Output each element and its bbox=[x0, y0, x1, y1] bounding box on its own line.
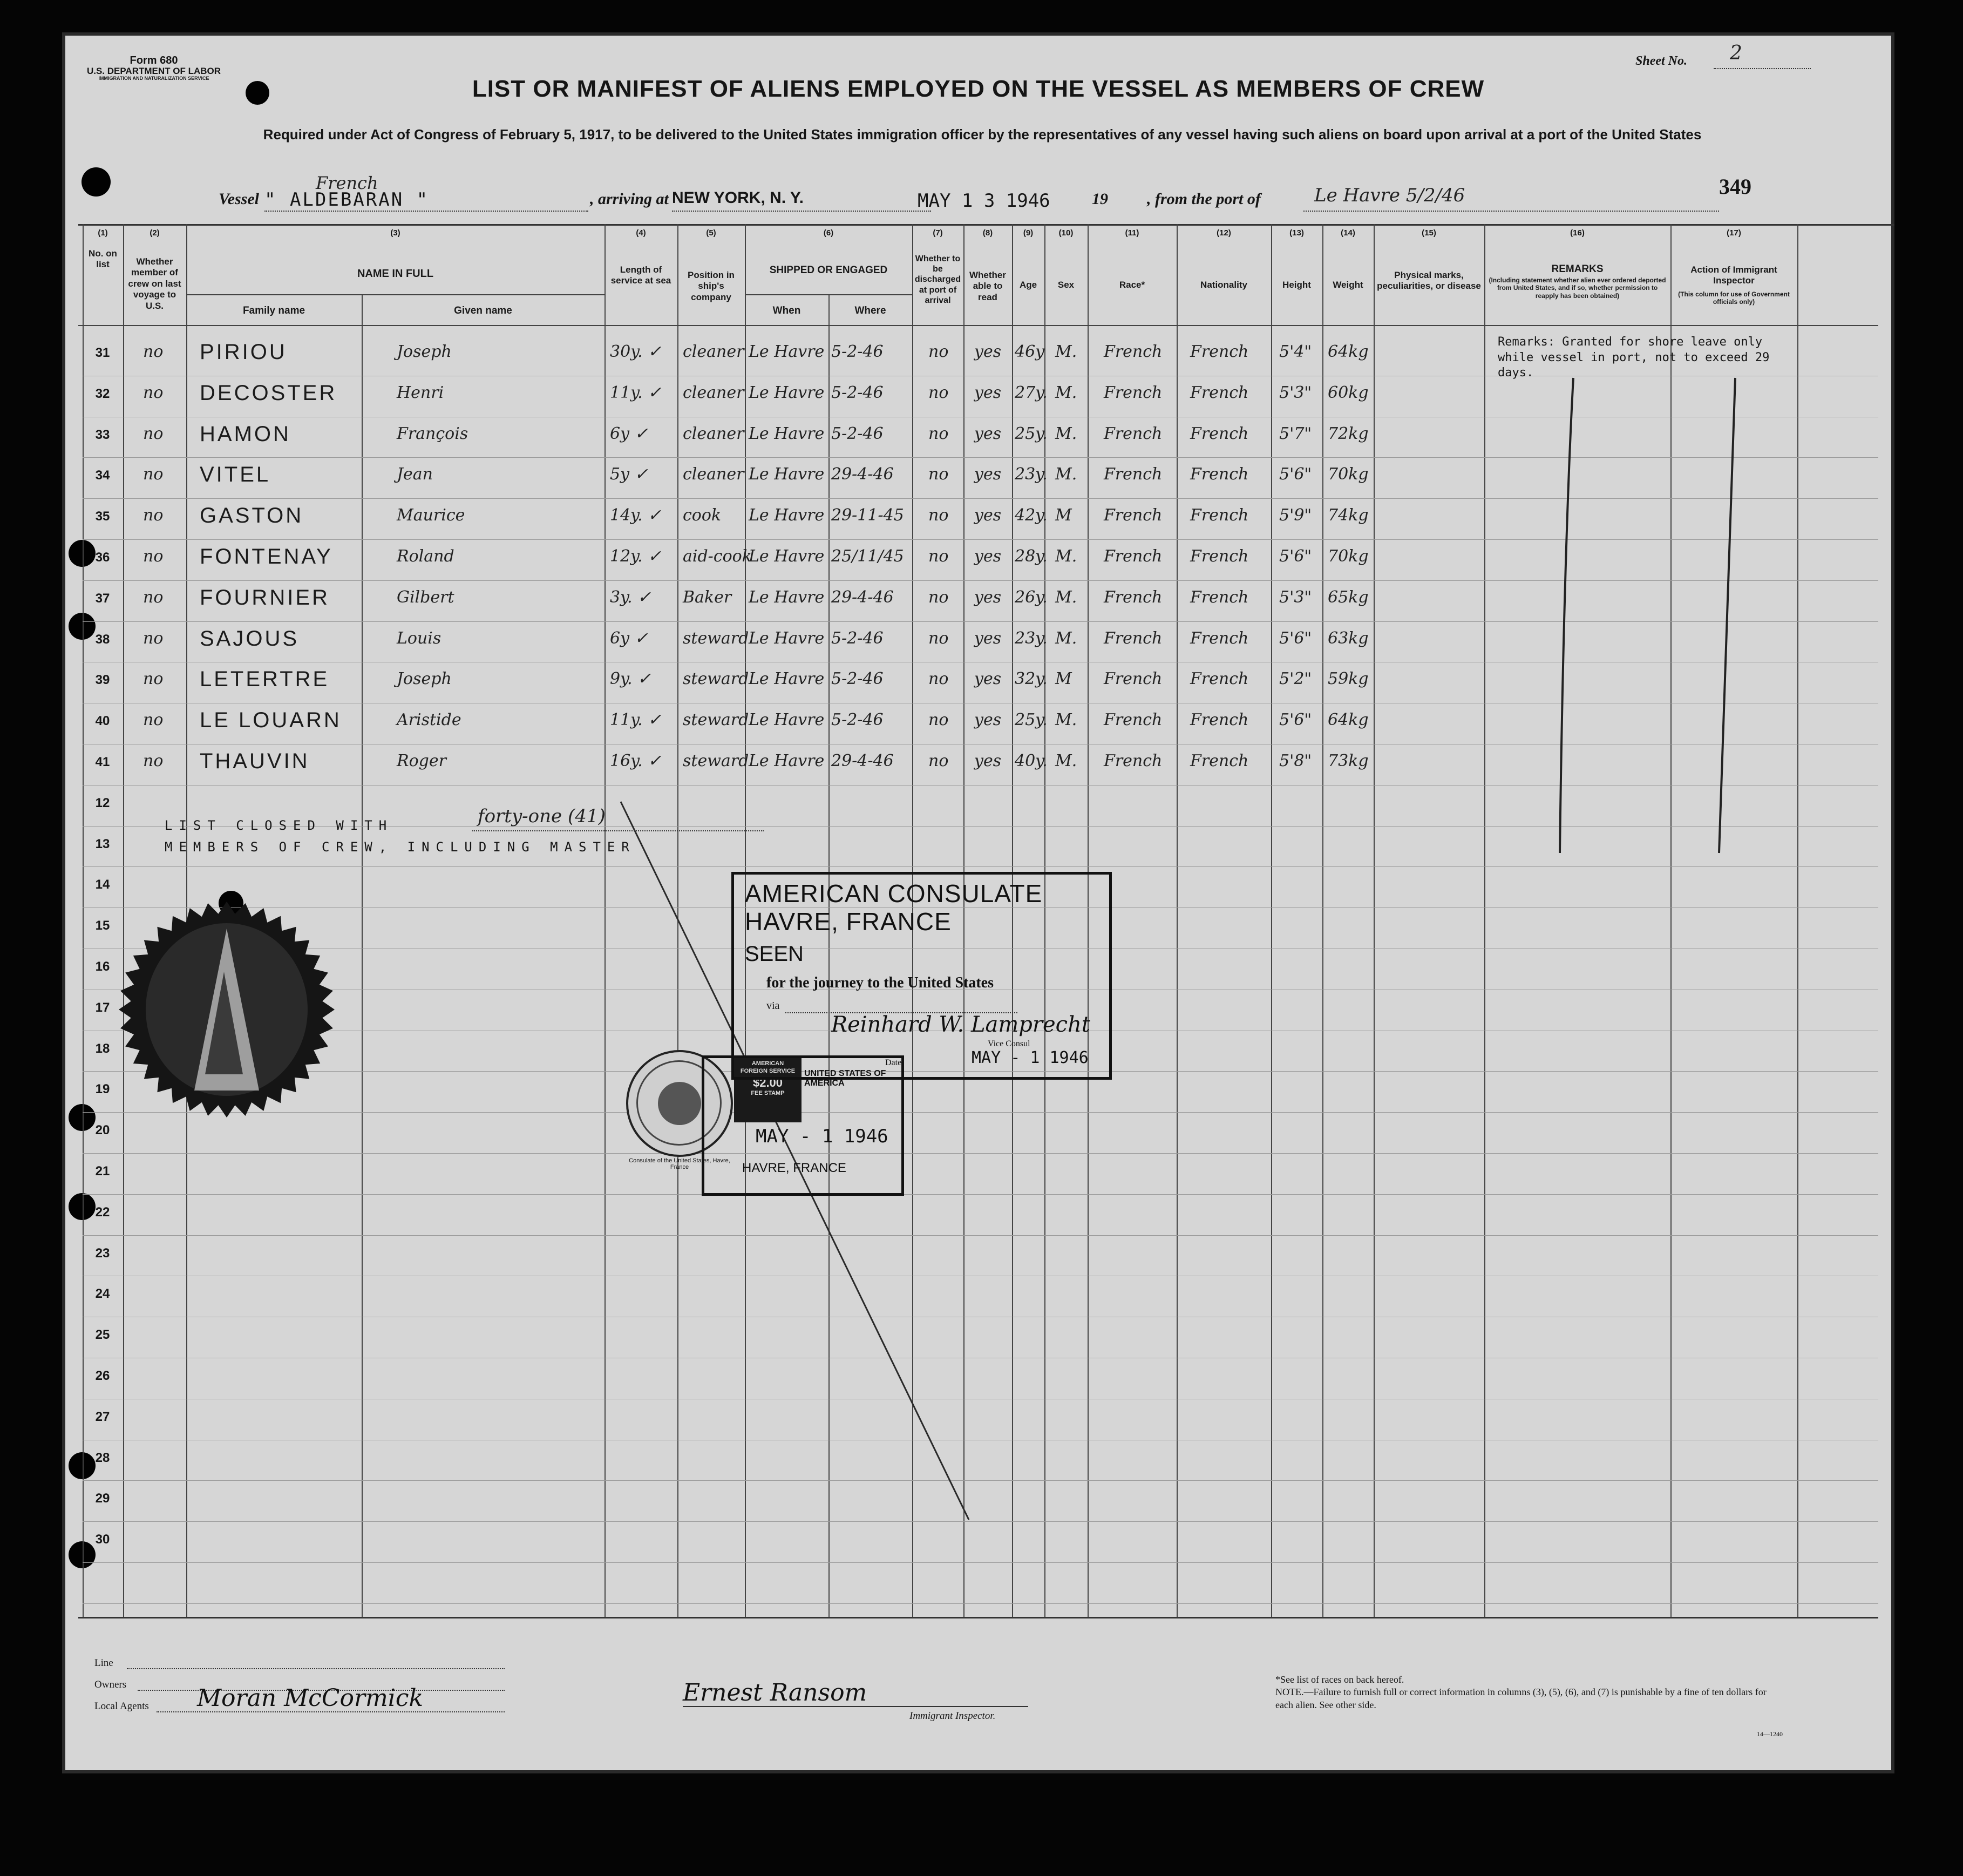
weight-cell: 65kg bbox=[1328, 587, 1369, 607]
race-cell: French bbox=[1104, 547, 1163, 566]
column-number: (16) bbox=[1570, 228, 1585, 238]
shipped-place-cell: Le Havre bbox=[749, 710, 825, 730]
read-cell: yes bbox=[974, 424, 1002, 443]
column-number: (8) bbox=[982, 228, 993, 238]
form-code: 14—1240 bbox=[1757, 1730, 1783, 1738]
nationality-cell: French bbox=[1190, 383, 1249, 402]
service-length-cell: 12y. ✓ bbox=[610, 547, 662, 566]
given-name-cell: Joseph bbox=[397, 669, 452, 689]
family-name-cell: THAUVIN bbox=[200, 749, 310, 773]
empty-row-number: 15 bbox=[95, 918, 110, 933]
sex-cell: M bbox=[1055, 669, 1072, 689]
race-cell: French bbox=[1104, 751, 1163, 770]
shipped-date-cell: 5-2-46 bbox=[831, 710, 884, 730]
sheet-number: 2 bbox=[1730, 42, 1742, 64]
header-able-to-read: Whether able to read bbox=[969, 270, 1006, 302]
given-name-cell: Aristide bbox=[397, 710, 461, 730]
page-number: 349 bbox=[1719, 174, 1751, 199]
shipped-place-cell: Le Havre bbox=[749, 383, 825, 402]
row-number: 38 bbox=[95, 632, 110, 647]
shipped-place-cell: Le Havre bbox=[749, 669, 825, 689]
consulate-role: Vice Consul bbox=[988, 1039, 1030, 1048]
consulate-line2: HAVRE, FRANCE bbox=[745, 907, 952, 936]
column-number: (2) bbox=[150, 228, 160, 238]
prior-voyage-cell: no bbox=[143, 628, 164, 648]
empty-row-number: 30 bbox=[95, 1532, 110, 1547]
age-cell: 42y. bbox=[1015, 506, 1048, 525]
fee-stamp-text3: FEE STAMP bbox=[751, 1090, 785, 1096]
position-cell: Baker bbox=[683, 587, 732, 607]
header-prior-voyage: Whether member of crew on last voyage to U.S. bbox=[128, 256, 181, 311]
header-name-in-full: NAME IN FULL bbox=[357, 268, 434, 280]
family-name-cell: FONTENAY bbox=[200, 545, 333, 568]
service-length-cell: 3y. ✓ bbox=[610, 587, 651, 607]
sex-cell: M. bbox=[1055, 383, 1077, 402]
sex-cell: M. bbox=[1055, 628, 1077, 648]
discharged-cell: no bbox=[928, 342, 949, 361]
height-cell: 5'2" bbox=[1279, 669, 1312, 689]
header-remarks-sub: (Including statement whether alien ever ordered deported from United States, and if so, whether permission to reapply has been obtained) bbox=[1489, 276, 1666, 300]
read-cell: yes bbox=[974, 628, 1002, 648]
header-sex: Sex bbox=[1057, 280, 1075, 290]
consulate-date: MAY - 1 1946 bbox=[972, 1048, 1089, 1067]
read-cell: yes bbox=[974, 465, 1002, 484]
read-cell: yes bbox=[974, 547, 1002, 566]
column-number: (12) bbox=[1217, 228, 1231, 238]
given-name-cell: Joseph bbox=[397, 342, 452, 361]
header-height: Height bbox=[1282, 280, 1311, 290]
column-number: (4) bbox=[636, 228, 646, 238]
row-number: 35 bbox=[95, 509, 110, 524]
column-number: (13) bbox=[1289, 228, 1304, 238]
service-length-cell: 6y ✓ bbox=[610, 628, 648, 648]
inspector-label: Immigrant Inspector. bbox=[909, 1710, 996, 1722]
shipped-date-cell: 29-4-46 bbox=[831, 751, 894, 770]
shipped-date-cell: 25/11/45 bbox=[831, 547, 904, 566]
read-cell: yes bbox=[974, 342, 1002, 361]
shipped-place-cell: Le Havre bbox=[749, 628, 825, 648]
footer-line-label: Line bbox=[94, 1657, 113, 1669]
fee-stamp-text2: FOREIGN SERVICE bbox=[740, 1067, 796, 1074]
service-length-cell: 6y ✓ bbox=[610, 424, 648, 443]
race-cell: French bbox=[1104, 383, 1163, 402]
eagle-icon bbox=[658, 1082, 701, 1125]
consulate-via: via bbox=[766, 1000, 780, 1012]
age-cell: 40y. bbox=[1015, 751, 1048, 770]
age-cell: 27y. bbox=[1015, 383, 1048, 402]
weight-cell: 59kg bbox=[1328, 669, 1369, 689]
header-age: Age bbox=[1019, 280, 1037, 290]
shipped-place-cell: Le Havre bbox=[749, 547, 825, 566]
empty-row-number: 18 bbox=[95, 1041, 110, 1056]
sex-cell: M. bbox=[1055, 587, 1077, 607]
year-label: 19 bbox=[1092, 190, 1108, 208]
prior-voyage-cell: no bbox=[143, 669, 164, 689]
row-number: 37 bbox=[95, 591, 110, 606]
note-races: *See list of races on back hereof. bbox=[1275, 1674, 1404, 1685]
nationality-cell: French bbox=[1190, 751, 1249, 770]
read-cell: yes bbox=[974, 383, 1002, 402]
position-cell: cleaner bbox=[683, 342, 744, 361]
column-number: (10) bbox=[1058, 228, 1074, 238]
read-cell: yes bbox=[974, 751, 1002, 770]
sex-cell: M. bbox=[1055, 751, 1077, 770]
row-number: 36 bbox=[95, 550, 110, 565]
family-name-cell: LETERTRE bbox=[200, 667, 330, 692]
discharged-cell: no bbox=[928, 669, 949, 689]
age-cell: 46y bbox=[1015, 342, 1045, 361]
consulate-date-label: Date bbox=[885, 1058, 902, 1067]
shipped-date-cell: 5-2-46 bbox=[831, 669, 884, 689]
height-cell: 5'6" bbox=[1279, 710, 1312, 730]
weight-cell: 74kg bbox=[1328, 506, 1369, 525]
prior-voyage-cell: no bbox=[143, 424, 164, 443]
discharged-cell: no bbox=[928, 547, 949, 566]
empty-row-number: 26 bbox=[95, 1369, 110, 1383]
service-length-cell: 9y. ✓ bbox=[610, 669, 651, 689]
vessel-label: Vessel bbox=[219, 190, 259, 208]
position-cell: aid-cook bbox=[683, 547, 752, 566]
header-position: Position in ship's company bbox=[688, 270, 735, 302]
position-cell: steward bbox=[683, 710, 749, 730]
shipped-place-cell: Le Havre bbox=[749, 424, 825, 443]
manifest-sheet bbox=[62, 32, 1894, 1773]
family-name-cell: LE LOUARN bbox=[200, 708, 342, 733]
position-cell: steward bbox=[683, 751, 749, 770]
service-length-cell: 11y. ✓ bbox=[610, 383, 662, 402]
race-cell: French bbox=[1104, 587, 1163, 607]
nationality-cell: French bbox=[1190, 465, 1249, 484]
fee-stamp-country: UNITED STATES OF AMERICA bbox=[804, 1069, 886, 1088]
column-number: (11) bbox=[1125, 228, 1139, 238]
prior-voyage-cell: no bbox=[143, 465, 164, 484]
age-cell: 26y. bbox=[1015, 587, 1048, 607]
height-cell: 5'3" bbox=[1279, 383, 1312, 402]
empty-row-number: 16 bbox=[95, 959, 110, 974]
empty-row-number: 23 bbox=[95, 1245, 110, 1261]
height-cell: 5'4" bbox=[1279, 342, 1312, 361]
prior-voyage-cell: no bbox=[143, 547, 164, 566]
footer-owners-label: Owners bbox=[94, 1679, 127, 1690]
age-cell: 25y. bbox=[1015, 710, 1048, 730]
age-cell: 28y. bbox=[1015, 547, 1048, 566]
given-name-cell: Henri bbox=[397, 383, 444, 402]
nationality-cell: French bbox=[1190, 669, 1249, 689]
position-cell: cleaner bbox=[683, 383, 744, 402]
empty-row-number: 12 bbox=[95, 795, 110, 810]
discharged-cell: no bbox=[928, 587, 949, 607]
shipped-place-cell: Le Havre bbox=[749, 587, 825, 607]
column-number: (3) bbox=[390, 228, 400, 238]
row-number: 32 bbox=[95, 386, 110, 401]
column-number: (5) bbox=[706, 228, 716, 238]
seal-icon bbox=[113, 896, 340, 1123]
row-number: 31 bbox=[95, 346, 110, 360]
age-cell: 32y. bbox=[1015, 669, 1048, 689]
header-length-service: Length of service at sea bbox=[610, 265, 671, 286]
height-cell: 5'6" bbox=[1279, 465, 1312, 484]
closing-line-1: LIST CLOSED WITH bbox=[165, 818, 393, 833]
race-cell: French bbox=[1104, 628, 1163, 648]
column-number: (17) bbox=[1727, 228, 1741, 238]
given-name-cell: Louis bbox=[397, 628, 441, 648]
consulate-stamp bbox=[731, 872, 1112, 1080]
read-cell: yes bbox=[974, 587, 1002, 607]
closing-count: forty-one (41) bbox=[478, 805, 606, 827]
nationality-cell: French bbox=[1190, 506, 1249, 525]
fee-stamp-value: $2.00 bbox=[752, 1075, 783, 1089]
prior-voyage-cell: no bbox=[143, 383, 164, 402]
page-subtitle: Required under Act of Congress of February 5, 1917, to be delivered to the United States immigration officer by the representatives of any vessel having such aliens on board upon arrival at a port of the United States bbox=[263, 126, 1702, 143]
discharged-cell: no bbox=[928, 424, 949, 443]
shipped-place-cell: Le Havre bbox=[749, 342, 825, 361]
column-number: (7) bbox=[933, 228, 943, 238]
empty-row-number: 27 bbox=[95, 1409, 110, 1424]
shipped-place-cell: Le Havre bbox=[749, 465, 825, 484]
service-length-cell: 11y. ✓ bbox=[610, 710, 662, 730]
sex-cell: M bbox=[1055, 506, 1072, 525]
row-number: 40 bbox=[95, 714, 110, 729]
shipped-date-cell: 29-11-45 bbox=[831, 506, 904, 525]
form-number: Form 680 bbox=[130, 55, 178, 66]
fee-stamp-place: HAVRE, FRANCE bbox=[742, 1161, 846, 1175]
header-nationality: Nationality bbox=[1200, 280, 1247, 290]
race-cell: French bbox=[1104, 506, 1163, 525]
nationality-cell: French bbox=[1190, 628, 1249, 648]
agents-signature: Moran McCormick bbox=[197, 1684, 424, 1712]
shipped-place-cell: Le Havre bbox=[749, 506, 825, 525]
vessel-flag: French bbox=[316, 173, 378, 193]
age-cell: 23y. bbox=[1015, 465, 1048, 484]
fee-stamp-text1: AMERICAN bbox=[751, 1060, 784, 1067]
weight-cell: 60kg bbox=[1328, 383, 1369, 402]
position-cell: cook bbox=[683, 506, 722, 525]
empty-row-number: 19 bbox=[95, 1082, 110, 1097]
sheet-label: Sheet No. bbox=[1635, 54, 1687, 68]
height-cell: 5'9" bbox=[1279, 506, 1312, 525]
prior-voyage-cell: no bbox=[143, 342, 164, 361]
shipped-place-cell: Le Havre bbox=[749, 751, 825, 770]
consulate-signature: Reinhard W. Lamprecht bbox=[831, 1012, 1090, 1037]
shipped-date-cell: 5-2-46 bbox=[831, 628, 884, 648]
race-cell: French bbox=[1104, 424, 1163, 443]
empty-row-number: 22 bbox=[95, 1204, 110, 1220]
consulate-line1: AMERICAN CONSULATE bbox=[745, 879, 1043, 907]
height-cell: 5'6" bbox=[1279, 628, 1312, 648]
weight-cell: 63kg bbox=[1328, 628, 1369, 648]
race-cell: French bbox=[1104, 465, 1163, 484]
row-number: 41 bbox=[95, 755, 110, 769]
column-number: (9) bbox=[1023, 228, 1034, 238]
consulate-journey: for the journey to the United States bbox=[766, 974, 994, 991]
empty-row-number: 25 bbox=[95, 1328, 110, 1343]
height-cell: 5'7" bbox=[1279, 424, 1312, 443]
page-title: LIST OR MANIFEST OF ALIENS EMPLOYED ON THE VESSEL AS MEMBERS OF CREW bbox=[472, 76, 1485, 102]
seal-ring-text: Consulate of the United States, Havre, France bbox=[629, 1157, 730, 1170]
discharged-cell: no bbox=[928, 383, 949, 402]
empty-row-number: 20 bbox=[95, 1123, 110, 1138]
family-name-cell: PIRIOU bbox=[200, 340, 287, 364]
footer-agents-underline bbox=[157, 1711, 505, 1712]
position-cell: cleaner bbox=[683, 424, 744, 443]
sex-cell: M. bbox=[1055, 710, 1077, 730]
inspector-underline bbox=[683, 1706, 1028, 1707]
service-length-cell: 14y. ✓ bbox=[610, 506, 662, 525]
shipped-date-cell: 5-2-46 bbox=[831, 424, 884, 443]
row-number: 33 bbox=[95, 427, 110, 442]
header-when: When bbox=[772, 305, 801, 316]
family-name-cell: HAMON bbox=[200, 422, 291, 446]
race-cell: French bbox=[1104, 669, 1163, 689]
height-cell: 5'8" bbox=[1279, 751, 1312, 770]
header-discharged: Whether to be discharged at port of arrival bbox=[914, 254, 961, 305]
family-name-cell: SAJOUS bbox=[200, 626, 300, 651]
race-cell: French bbox=[1104, 710, 1163, 730]
shipped-date-cell: 5-2-46 bbox=[831, 342, 884, 361]
header-weight: Weight bbox=[1333, 280, 1363, 290]
position-cell: steward bbox=[683, 669, 749, 689]
column-number: (6) bbox=[823, 228, 834, 238]
nationality-cell: French bbox=[1190, 710, 1249, 730]
empty-row-number: 17 bbox=[95, 1000, 110, 1015]
header-family-name: Family name bbox=[242, 305, 305, 316]
given-name-cell: Roger bbox=[397, 751, 446, 770]
prior-voyage-cell: no bbox=[143, 506, 164, 525]
shipped-date-cell: 29-4-46 bbox=[831, 587, 894, 607]
header-remarks: REMARKS bbox=[1551, 263, 1604, 275]
position-cell: steward bbox=[683, 628, 749, 648]
discharged-cell: no bbox=[928, 710, 949, 730]
empty-row-number: 24 bbox=[95, 1286, 110, 1302]
sex-cell: M. bbox=[1055, 342, 1077, 361]
discharged-cell: no bbox=[928, 751, 949, 770]
family-name-cell: DECOSTER bbox=[200, 381, 337, 405]
row-number: 39 bbox=[95, 673, 110, 688]
given-name-cell: Jean bbox=[397, 465, 433, 484]
prior-voyage-cell: no bbox=[143, 587, 164, 607]
sex-cell: M. bbox=[1055, 547, 1077, 566]
header-action: Action of Immigrant Inspector bbox=[1690, 265, 1777, 286]
prior-voyage-cell: no bbox=[143, 710, 164, 730]
family-name-cell: VITEL bbox=[200, 463, 271, 487]
discharged-cell: no bbox=[928, 465, 949, 484]
note-fine: NOTE.—Failure to furnish full or correct information in columns (3), (5), (6), and (7) is punishable by a fine of ten dollars for each alien. See other side. bbox=[1275, 1687, 1767, 1710]
from-port: Le Havre 5/2/46 bbox=[1314, 185, 1465, 206]
discharged-cell: no bbox=[928, 628, 949, 648]
inspector-signature: Ernest Ransom bbox=[683, 1679, 867, 1706]
family-name-cell: FOURNIER bbox=[200, 585, 330, 609]
column-number: (14) bbox=[1341, 228, 1355, 238]
weight-cell: 70kg bbox=[1328, 465, 1369, 484]
race-cell: French bbox=[1104, 342, 1163, 361]
family-name-cell: GASTON bbox=[200, 504, 304, 528]
service-length-cell: 16y. ✓ bbox=[610, 751, 662, 770]
footer-notes bbox=[1275, 1674, 1772, 1711]
nationality-cell: French bbox=[1190, 342, 1249, 361]
sex-cell: M. bbox=[1055, 424, 1077, 443]
empty-row-number: 28 bbox=[95, 1450, 110, 1465]
discharged-cell: no bbox=[928, 506, 949, 525]
vessel-name: " ALDEBARAN " bbox=[264, 189, 430, 211]
header-no-on-list: No. on list bbox=[89, 248, 117, 270]
shipped-date-cell: 29-4-46 bbox=[831, 465, 894, 484]
empty-row-number: 14 bbox=[95, 877, 110, 892]
sex-cell: M. bbox=[1055, 465, 1077, 484]
age-cell: 25y. bbox=[1015, 424, 1048, 443]
weight-cell: 72kg bbox=[1328, 424, 1369, 443]
header-physical-marks: Physical marks, peculiarities, or disease bbox=[1377, 270, 1481, 292]
weight-cell: 73kg bbox=[1328, 751, 1369, 770]
weight-cell: 64kg bbox=[1328, 342, 1369, 361]
shipped-date-cell: 5-2-46 bbox=[831, 383, 884, 402]
read-cell: yes bbox=[974, 669, 1002, 689]
age-cell: 23y. bbox=[1015, 628, 1048, 648]
given-name-cell: Roland bbox=[397, 547, 454, 566]
fee-stamp-date: MAY - 1 1946 bbox=[756, 1126, 888, 1147]
row-number: 34 bbox=[95, 468, 110, 483]
given-name-cell: Gilbert bbox=[397, 587, 454, 607]
column-number: (1) bbox=[98, 228, 108, 238]
service-length-cell: 30y. ✓ bbox=[610, 342, 662, 361]
footer-agents-label: Local Agents bbox=[94, 1701, 149, 1712]
from-port-label: , from the port of bbox=[1147, 190, 1261, 208]
given-name-cell: François bbox=[397, 424, 468, 443]
service-length-cell: 5y ✓ bbox=[610, 465, 648, 484]
header-action-sub: (This column for use of Government officials only) bbox=[1678, 290, 1790, 306]
closing-line-2: MEMBERS OF CREW, INCLUDING MASTER bbox=[165, 839, 636, 855]
header-where: Where bbox=[854, 305, 886, 316]
height-cell: 5'6" bbox=[1279, 547, 1312, 566]
consulate-seen: SEEN bbox=[745, 942, 804, 966]
service: IMMIGRATION AND NATURALIZATION SERVICE bbox=[98, 75, 209, 81]
header-race: Race* bbox=[1119, 280, 1145, 290]
empty-row-number: 21 bbox=[95, 1164, 110, 1179]
position-cell: cleaner bbox=[683, 465, 744, 484]
nationality-cell: French bbox=[1190, 424, 1249, 443]
footer-line-underline bbox=[127, 1668, 505, 1669]
arriving-label: , arriving at bbox=[590, 190, 669, 208]
arriving-port: NEW YORK, N. Y. bbox=[672, 189, 804, 207]
prior-voyage-cell: no bbox=[143, 751, 164, 770]
empty-row-number: 29 bbox=[95, 1491, 110, 1506]
department: U.S. DEPARTMENT OF LABOR bbox=[86, 66, 221, 76]
weight-cell: 64kg bbox=[1328, 710, 1369, 730]
height-cell: 5'3" bbox=[1279, 587, 1312, 607]
nationality-cell: French bbox=[1190, 547, 1249, 566]
weight-cell: 70kg bbox=[1328, 547, 1369, 566]
given-name-cell: Maurice bbox=[397, 506, 465, 525]
read-cell: yes bbox=[974, 710, 1002, 730]
header-given-name: Given name bbox=[454, 305, 512, 316]
read-cell: yes bbox=[974, 506, 1002, 525]
arrival-date: MAY 1 3 1946 bbox=[918, 190, 1050, 212]
column-number: (15) bbox=[1422, 228, 1436, 238]
header-shipped: SHIPPED OR ENGAGED bbox=[769, 265, 888, 276]
nationality-cell: French bbox=[1190, 587, 1249, 607]
empty-row-number: 13 bbox=[95, 836, 110, 851]
remarks-note: Remarks: Granted for shore leave only while vessel in port, not to exceed 29 days. bbox=[1498, 335, 1770, 380]
